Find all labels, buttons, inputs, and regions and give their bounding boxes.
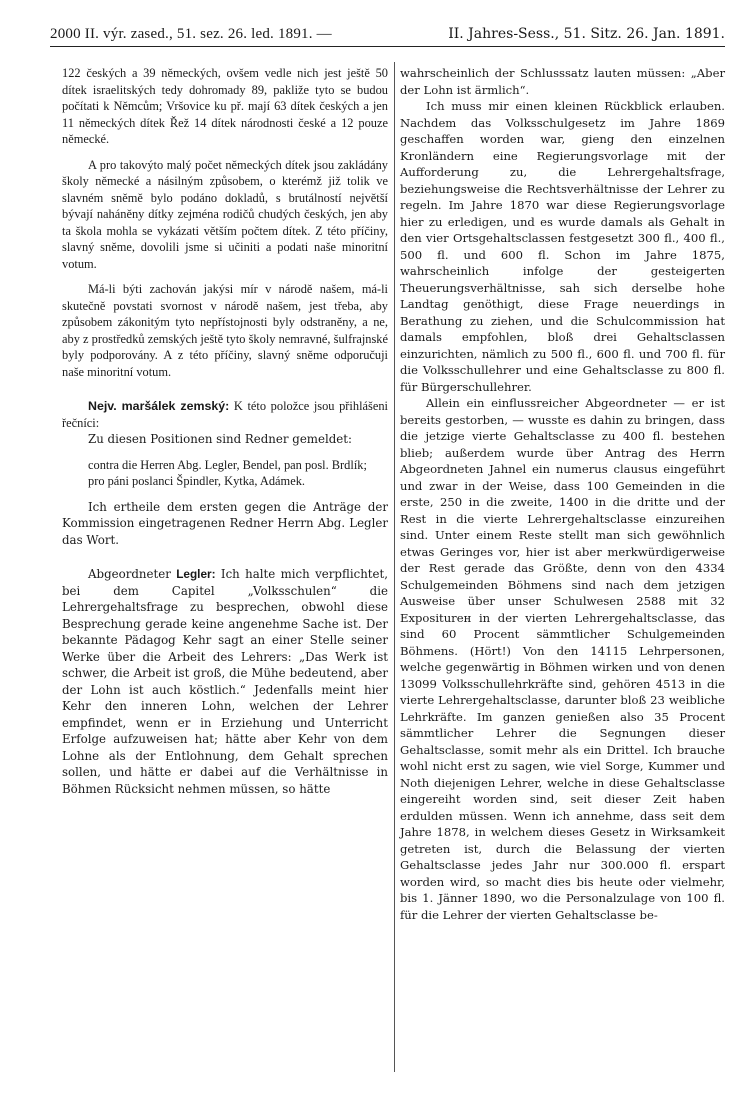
contra-speakers: contra die Herren Abg. Legler, Bendel, pan posl. Brdlík; xyxy=(88,457,367,472)
header-german: II. Jahres-Sess., 51. Sitz. 26. Jan. 1891. xyxy=(448,26,725,42)
legler-intro: Abgeordneter xyxy=(88,567,171,581)
legler-speech xyxy=(62,566,388,797)
marshal-czech: K této položce jsou přihlášeni řečníci: xyxy=(62,399,388,430)
right-paragraph-2: Ich muss mir einen kleinen Rückblick erlauben. Nachdem das Volksschulgesetz im Jahre 1869 geschaffen worden war, gieng den einzelnen Kronländern eine Regierungsvorlage mit der Aufforderung zu, die Lehrergehaltsfrage, beziehungsweise die Rechtsverhältnisse der Lehrer zu regeln. Im Jahre 1870 war diese Regierungsvorlage hier zu erledigen, und es wurde damals als Gehalt in den vier Ortsgehaltsclassen festgesetzt 300 fl., 400 fl., 500 fl. und 600 fl. Schon im Jahre 1875, wahrscheinlich infolge der gesteigerten Theuerungsverhältnisse, sah sich derselbe hohe Landtag genöthigt, diese Frage neuerdings in Berathung zu ziehen, und die Schulcommission hat damals empfohlen, bloß drei Gehaltsclassen einzurichten, nämlich zu 500 fl., 600 fl. und 700 fl. für die Volksschullehrer und eine Gehaltsclasse zu 800 fl. für Bürgerschullehrer. xyxy=(400,99,725,394)
legler-text: Ich halte mich verpflichtet, bei dem Capitel „Volksschulen“ die Lehrergehaltsfrage zu besprechen, obwohl diese Besprechung gerade keine angenehme Sache ist. Der bekannte Pädagog Kehr sagt an einer Stelle seiner Werke über die Arbeit des Lehrers: „Das Werk ist schwer, die Arbeit ist groß, die Mühe bedeutend, aber der Lohn ist auch köstlich.“ Jedenfalls meint hier Kehr den inneren Lohn, welchen der Lehrer empfindet, wenn er in Erziehung und Unterricht Erfolge aufzuweisen hat; hätte aber Kehr von dem Lohne als der Entlohnung, dem Gehalt sprechen sollen, und hätte er dabei auf die Verhältnisse in Böhmen Rücksicht nehmen müssen, so hätte xyxy=(62,567,389,796)
marshal-german: Zu diesen Positionen sind Redner gemeldet: xyxy=(88,432,352,446)
marshal-speaker: Nejv. maršálek zemský: xyxy=(88,399,230,413)
right-paragraph-1: wahrscheinlich der Schlusssatz lauten müssen: „Aber der Lohn ist ärmlich“. xyxy=(400,66,725,97)
marshal-german-2: Ich ertheile dem ersten gegen die Anträge der Kommission eingetragenen Redner Herrn Abg. Legler das Wort. xyxy=(62,499,388,547)
left-column xyxy=(62,65,388,797)
right-paragraph-3: Allein ein einflussreicher Abgeordneter — er ist bereits gestorben, — wusste es dahin zu bringen, dass die jetzige vierte Gehaltsclasse zu 400 fl. bestehen blieb; außerdem wurde über Antrag des Herrn Abgeordneten Jahnel ein numerus clausus eingeführt und zwar in der Weise, dass 100 Gemeinden in die erste, 250 in die zweite, 1400 in die dritte und der Rest in die vierte Lehrergehaltsclasse einzureihen sind. Unter einem Reste stellt man sich gewöhnlich etwas Geringes vor, hier ist aber merkwürdigerweise der Rest gerade das Größte, denn von den 4334 Schulgemeinden Böhmens sind nach dem jetzigen Ausweise über unser Schulwesen 2588 mit 32 Expositurен in der vierten Lehrergehaltsclasse, das sind 60 Procent sämmtlicher Schulgemeinden Böhmens. (Hört!) Von den 14115 Lehrpersonen, welche gegenwärtig in Böhmen wirken und von denen 13099 Volksschullehrkräfte sind, gehören 4513 in die vierte Lehrergehaltsclasse, darunter bloß 23 weibliche Lehrkräfte. Im ganzen genießen also 35 Procent sämmtlicher Lehrer die Segnungen dieser Gehaltsclasse, somit mehr als ein Drittel. Ich brauche wohl nicht erst zu sagen, wie viel Sorge, Kummer und Noth diejenigen Lehrer, welche in diese Gehaltsclasse eingereiht worden sind, seit dieser Zeit haben erdulden müssen. Wenn ich annehme, dass seit dem Jahre 1878, in welchem dieses Gesetz in Wirksamkeit getreten ist, durch die Belassung der vierten Gehaltsclasse jedes Jahr nur 300.000 fl. erspart worden wird, so macht dies bis heute oder vielmehr, bis 1. Jänner 1890, wo die Personalzulage von 100 fl. für die Lehrer der vierten Gehaltsclasse be- xyxy=(400,396,725,922)
legler-name: Legler: xyxy=(176,567,216,581)
left-paragraph-1: 122 českých a 39 německých, ovšem vedle nich jest ještě 50 dítek israelitských tedy dohromady 89, pakliže tyto se budou počítati k Němcům; Vršovice ku př. mají 63 dítek českých a jen 11 německých dítek Řež 14 dítek národnosti české a 12 pouze německé. xyxy=(62,66,388,146)
marshal-statement xyxy=(62,398,388,431)
column-divider xyxy=(394,62,395,1072)
header-czech: 2000 II. výr. zased., 51. sez. 26. led. 1891. — xyxy=(50,26,332,42)
right-column xyxy=(400,65,725,923)
page-header xyxy=(50,24,725,47)
left-paragraph-3: Má-li býti zachován jakýsi mír v národě našem, má-li skutečně povstati svornost v národě našem, jest třeba, aby způsobem zákonitým tyto nepřístojnosti byly odstraněny, a ne, aby z prostředků zemských ještě tyto školy nemravné, šulfrajnské byly podporovány. A z této příčiny, slavný sněme odporučuji naše minoritní votum. xyxy=(62,282,388,379)
left-paragraph-2: A pro takovýto malý počet německých dítek jsou zakládány školy německé a násilným způsobem, o kterémž již tolik ve slavném sněmě bylo podáno dokladů, s brutálností největší bývají naháněny dítky zejména rodičů chudých českých, jen aby ta škola mohla se vykázati větším počtem dítek. Z této příčiny, slavný sněme, dovolili jsme si učiniti a podati naše minoritní votum. xyxy=(62,157,388,271)
pro-speakers: pro páni poslanci Špindler, Kytka, Adámek. xyxy=(88,474,305,488)
